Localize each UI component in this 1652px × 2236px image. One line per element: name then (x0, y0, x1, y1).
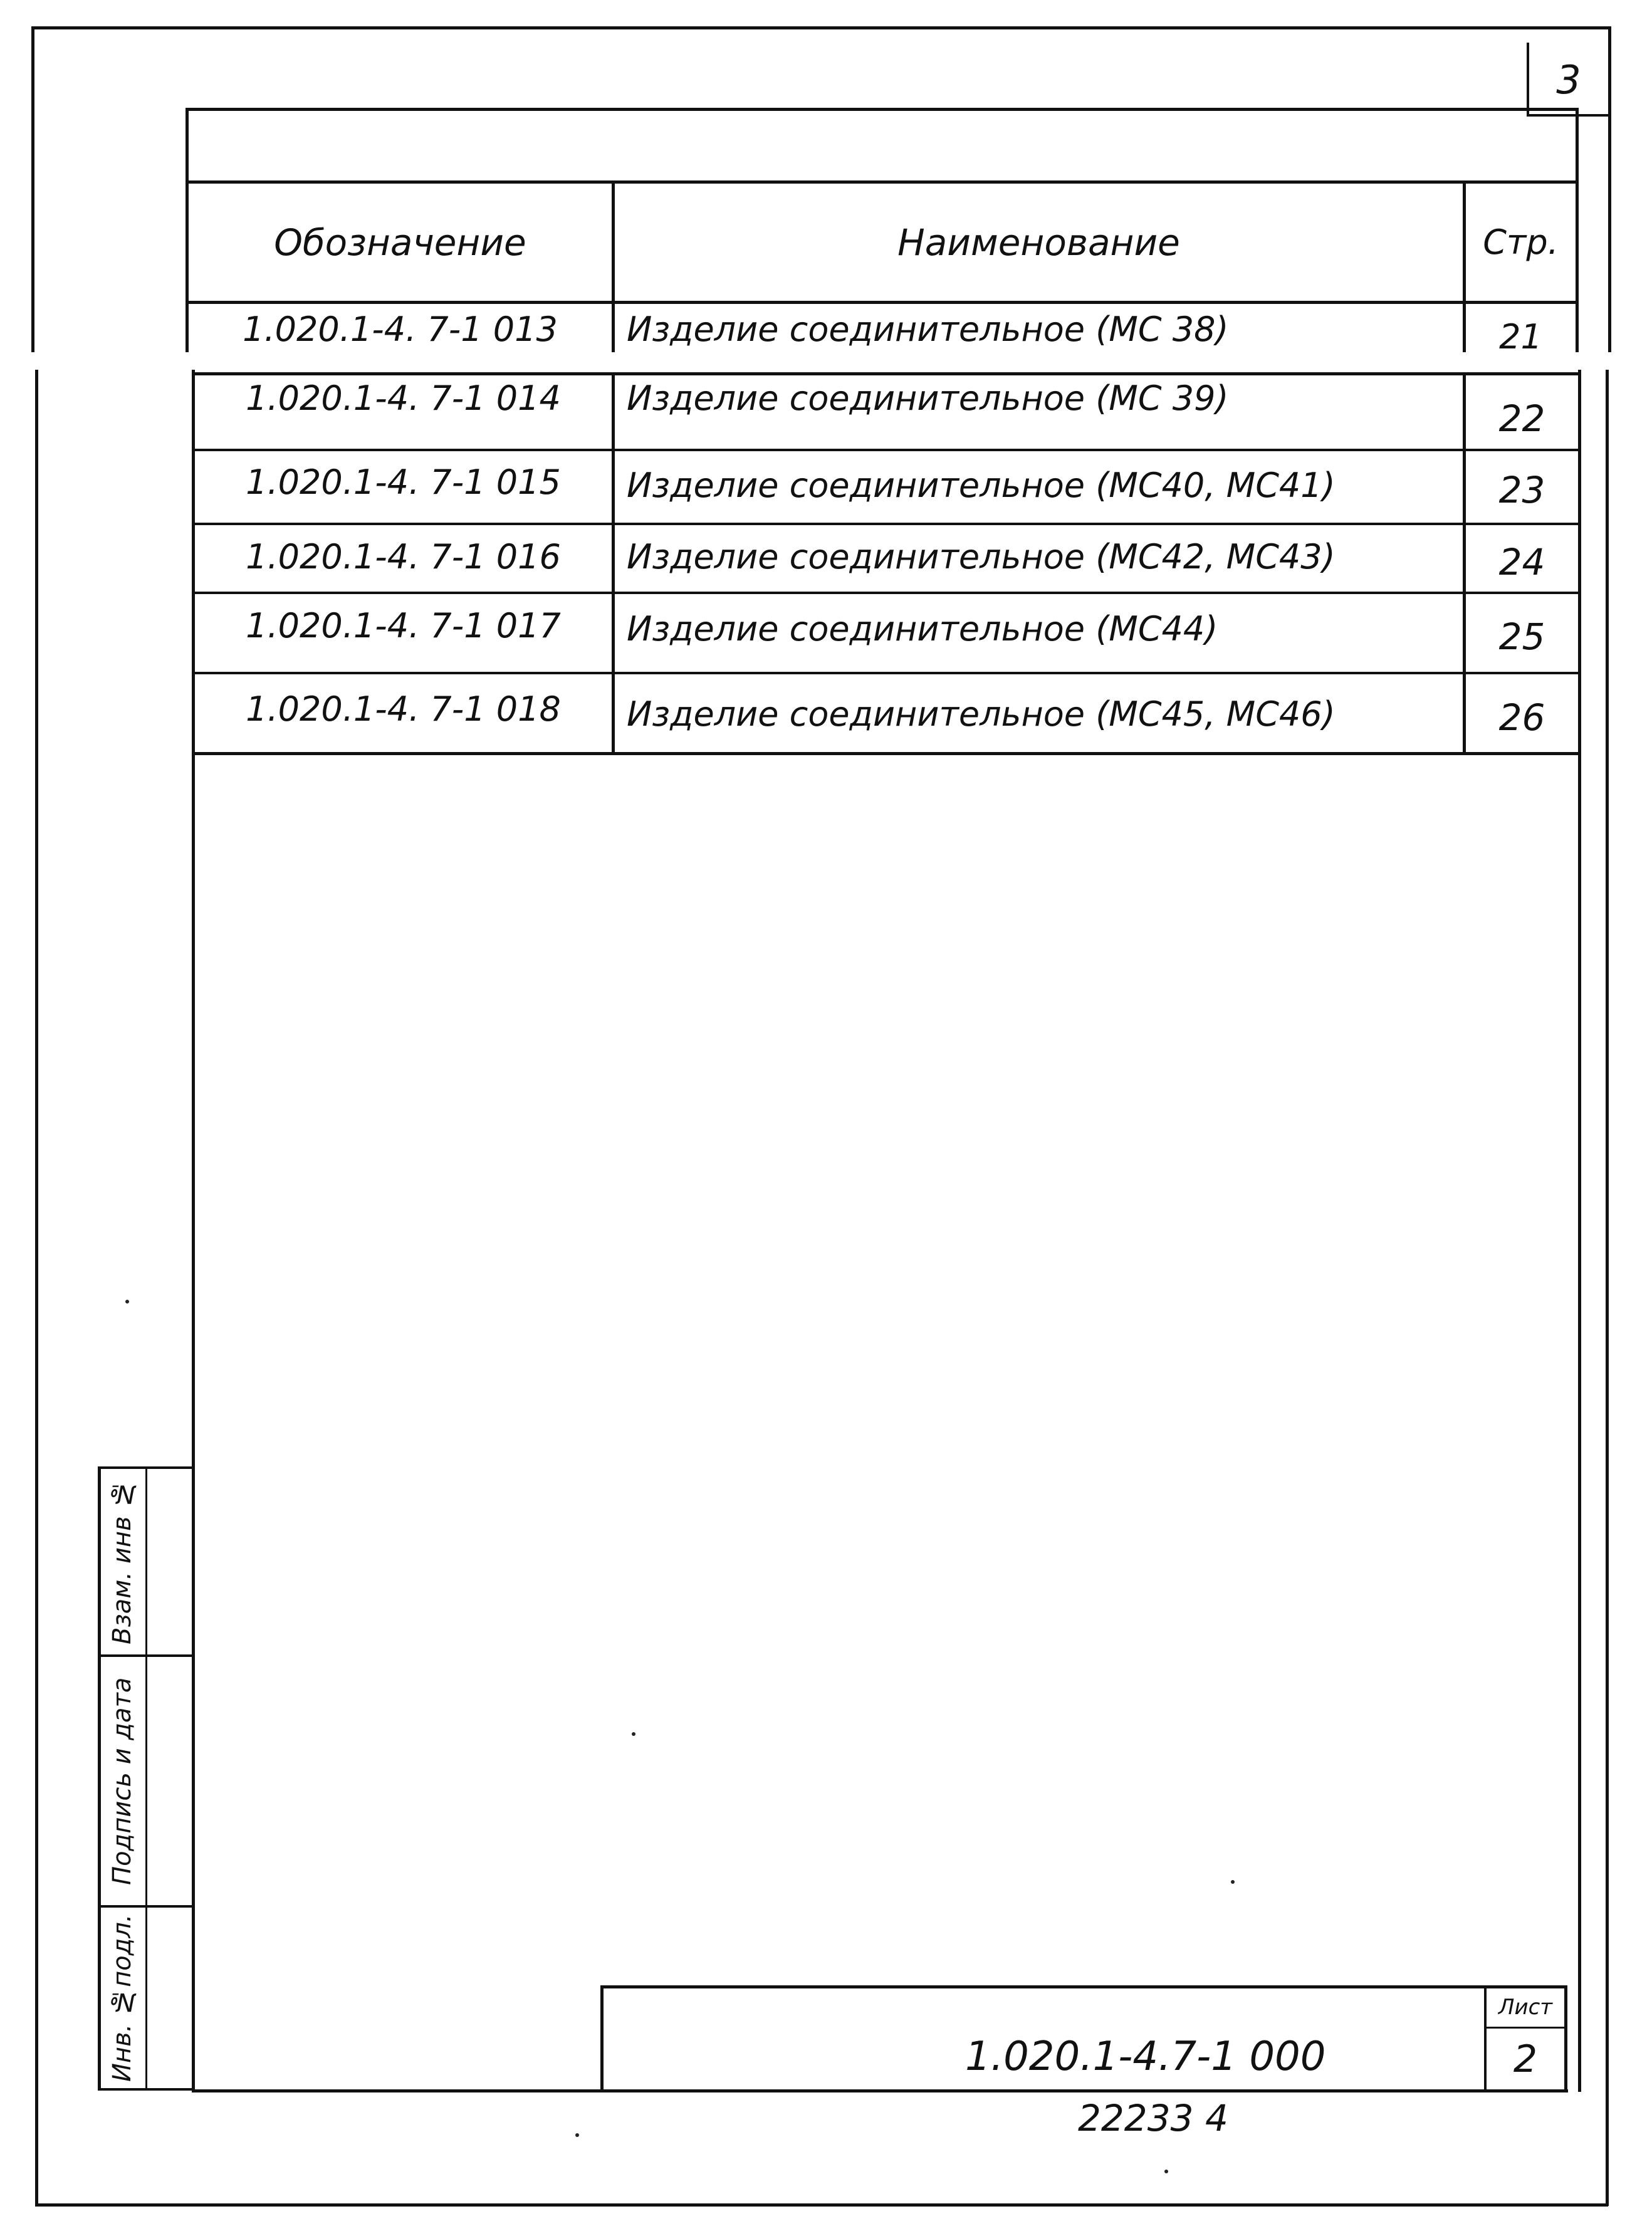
scan-speck (575, 2133, 579, 2137)
document-code: 1.020.1-4.7-1 000 (965, 2034, 1326, 2080)
sheet-number-top: 3 (1556, 56, 1581, 103)
sheet-label: Лист (1498, 1995, 1553, 2020)
sheet-box-bottom (1527, 114, 1608, 117)
outer-frame-top (31, 26, 1611, 29)
lower-sheet-top-line (192, 372, 1581, 375)
row-name: Изделие соединительное (МС45, МС46) (627, 694, 1336, 734)
row-designation: 1.020.1-4. 7-1 014 (246, 378, 561, 418)
row-page: 24 (1498, 541, 1545, 583)
row-designation: 1.020.1-4. 7-1 013 (243, 309, 558, 349)
row-line-1 (192, 449, 1581, 451)
header-page: Стр. (1483, 222, 1559, 262)
row-designation: 1.020.1-4. 7-1 018 (246, 689, 561, 729)
row-name: Изделие соединительное (МС42, МС43) (627, 536, 1336, 577)
inner-frame-right-lower (1578, 370, 1581, 2092)
title-block-sheet-label-line (1484, 2027, 1566, 2029)
scan-speck (1231, 1880, 1235, 1884)
inner-frame-top (186, 108, 1578, 111)
side-stamp-replace-inv: Взам. инв № (108, 1479, 137, 1644)
title-block-top (600, 1985, 1566, 1988)
row-name: Изделие соединительное (МС40, МС41) (627, 465, 1336, 505)
row-page: 25 (1498, 615, 1545, 658)
row-designation: 1.020.1-4. 7-1 015 (246, 462, 561, 502)
title-block-right (1564, 1985, 1567, 2092)
scan-speck (125, 1300, 129, 1303)
outer-frame-left-lower (35, 370, 38, 2206)
side-stamp-inv-orig: Инв. №подл. (108, 1914, 137, 2082)
sheet-value: 2 (1513, 2037, 1538, 2081)
outer-frame-right-upper (1608, 26, 1611, 352)
row-page: 21 (1499, 316, 1542, 357)
header-bottom-line (186, 301, 1578, 304)
row-page: 22 (1498, 397, 1545, 440)
title-block-left (600, 1985, 604, 2092)
row-page: 26 (1498, 696, 1545, 739)
scan-speck (632, 1732, 635, 1736)
outer-frame-right-lower (1606, 370, 1609, 2206)
archive-number: 22233 4 (1078, 2097, 1228, 2139)
col-sep-1-lower (612, 372, 615, 755)
row-designation: 1.020.1-4. 7-1 017 (246, 605, 561, 645)
side-stamp-col-sep (145, 1466, 147, 2091)
row-name: Изделие соединительное (МС 39) (627, 378, 1229, 418)
row-page: 23 (1498, 469, 1545, 511)
header-designation: Обозначение (274, 221, 526, 264)
inner-frame-right-upper (1576, 108, 1579, 352)
row-name: Изделие соединительное (МС44) (627, 609, 1218, 649)
side-stamp-signature-date: Подпись и дата (108, 1677, 137, 1885)
scan-speck (1164, 2170, 1168, 2173)
row-name: Изделие соединительное (МС 38) (627, 309, 1229, 349)
title-block-bottom (192, 2089, 1568, 2092)
outer-frame-bottom (35, 2203, 1608, 2207)
row-line-5 (192, 752, 1581, 755)
row-designation: 1.020.1-4. 7-1 016 (246, 536, 561, 577)
outer-frame-left-upper (31, 26, 34, 352)
header-name: Наименование (897, 221, 1180, 264)
side-stamp-bottom (98, 2088, 192, 2091)
row-line-3 (192, 592, 1581, 594)
